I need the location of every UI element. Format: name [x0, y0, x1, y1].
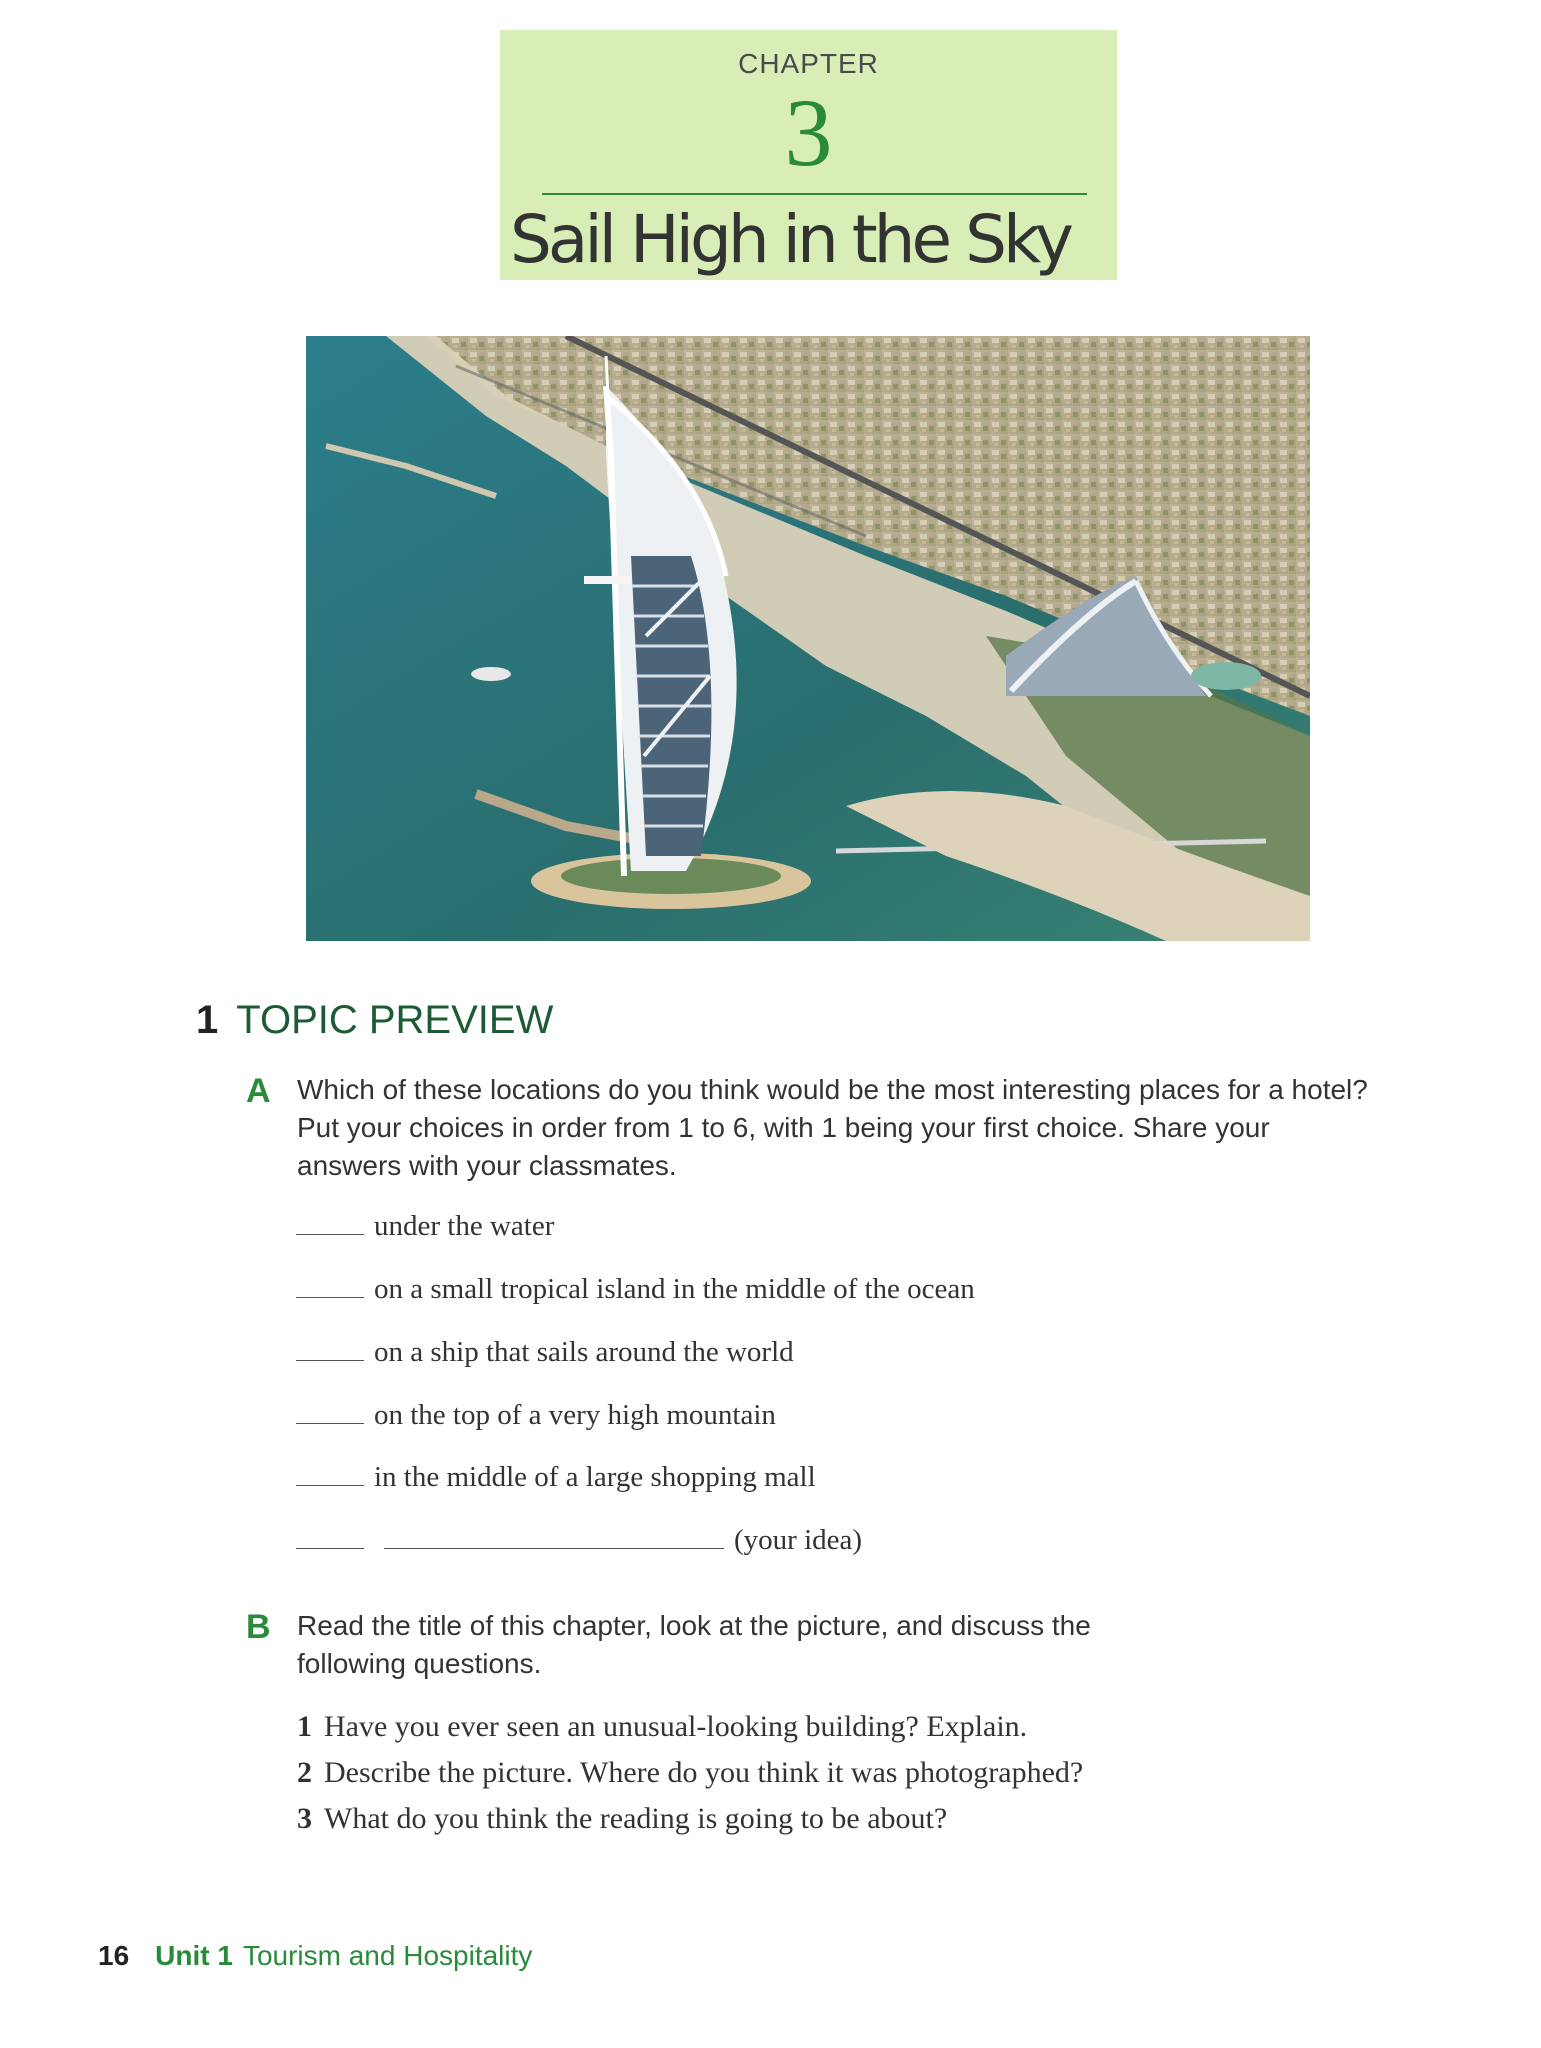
question-item [297, 1710, 1027, 1744]
choice-text: in the middle of a large shopping mall [374, 1461, 816, 1493]
choice-item [296, 1336, 794, 1369]
rank-blank[interactable] [296, 1465, 364, 1486]
question-number: 2 [297, 1756, 312, 1789]
part-a-letter: A [246, 1072, 271, 1110]
question-item [297, 1802, 947, 1836]
question-text: Have you ever seen an unusual-looking building? Explain. [324, 1710, 1028, 1743]
rank-blank[interactable] [296, 1277, 364, 1298]
rank-blank[interactable] [296, 1403, 364, 1424]
aerial-photo [306, 336, 1310, 941]
question-number: 3 [297, 1802, 312, 1835]
chapter-divider [542, 193, 1087, 195]
chapter-number: 3 [784, 79, 833, 186]
page-number: 16 [98, 1940, 130, 1971]
question-number: 1 [297, 1710, 312, 1743]
section-number: 1 [196, 998, 219, 1042]
your-idea-label: (your idea) [734, 1524, 863, 1556]
rank-blank[interactable] [296, 1340, 364, 1361]
choice-text: on a small tropical island in the middle of the ocean [374, 1273, 975, 1305]
choice-text: under the water [374, 1210, 555, 1242]
choice-text: on the top of a very high mountain [374, 1399, 776, 1431]
unit-title: Tourism and Hospitality [242, 1940, 533, 1971]
part-a-instruction: Which of these locations do you think would be the most interesting places for a hotel? Put your choices in order from 1 to 6, with 1 being your first choice. Share your answers with your classmates. [297, 1074, 1368, 1181]
section-title: TOPIC PREVIEW [236, 998, 554, 1042]
choice-item [296, 1210, 554, 1243]
rank-blank[interactable] [296, 1528, 364, 1549]
part-b-letter: B [246, 1608, 271, 1646]
rank-blank[interactable] [296, 1214, 364, 1235]
part-b-instruction: Read the title of this chapter, look at the picture, and discuss the following questions. [297, 1610, 1091, 1679]
chapter-label: CHAPTER [738, 48, 879, 79]
choice-item [296, 1399, 776, 1432]
choice-item [296, 1461, 816, 1494]
chapter-header [500, 30, 1117, 280]
choice-text: on a ship that sails around the world [374, 1336, 794, 1368]
your-idea-blank[interactable] [384, 1528, 724, 1549]
page-footer [98, 1940, 532, 1972]
unit-label: Unit 1 [155, 1940, 233, 1971]
section-heading [196, 998, 553, 1043]
question-text: What do you think the reading is going to be about? [324, 1802, 948, 1835]
question-item [297, 1756, 1083, 1790]
choice-item-your-idea [296, 1524, 862, 1557]
question-text: Describe the picture. Where do you think it was photographed? [324, 1756, 1084, 1789]
chapter-title: Sail High in the Sky [510, 201, 1070, 278]
choice-item [296, 1273, 975, 1306]
